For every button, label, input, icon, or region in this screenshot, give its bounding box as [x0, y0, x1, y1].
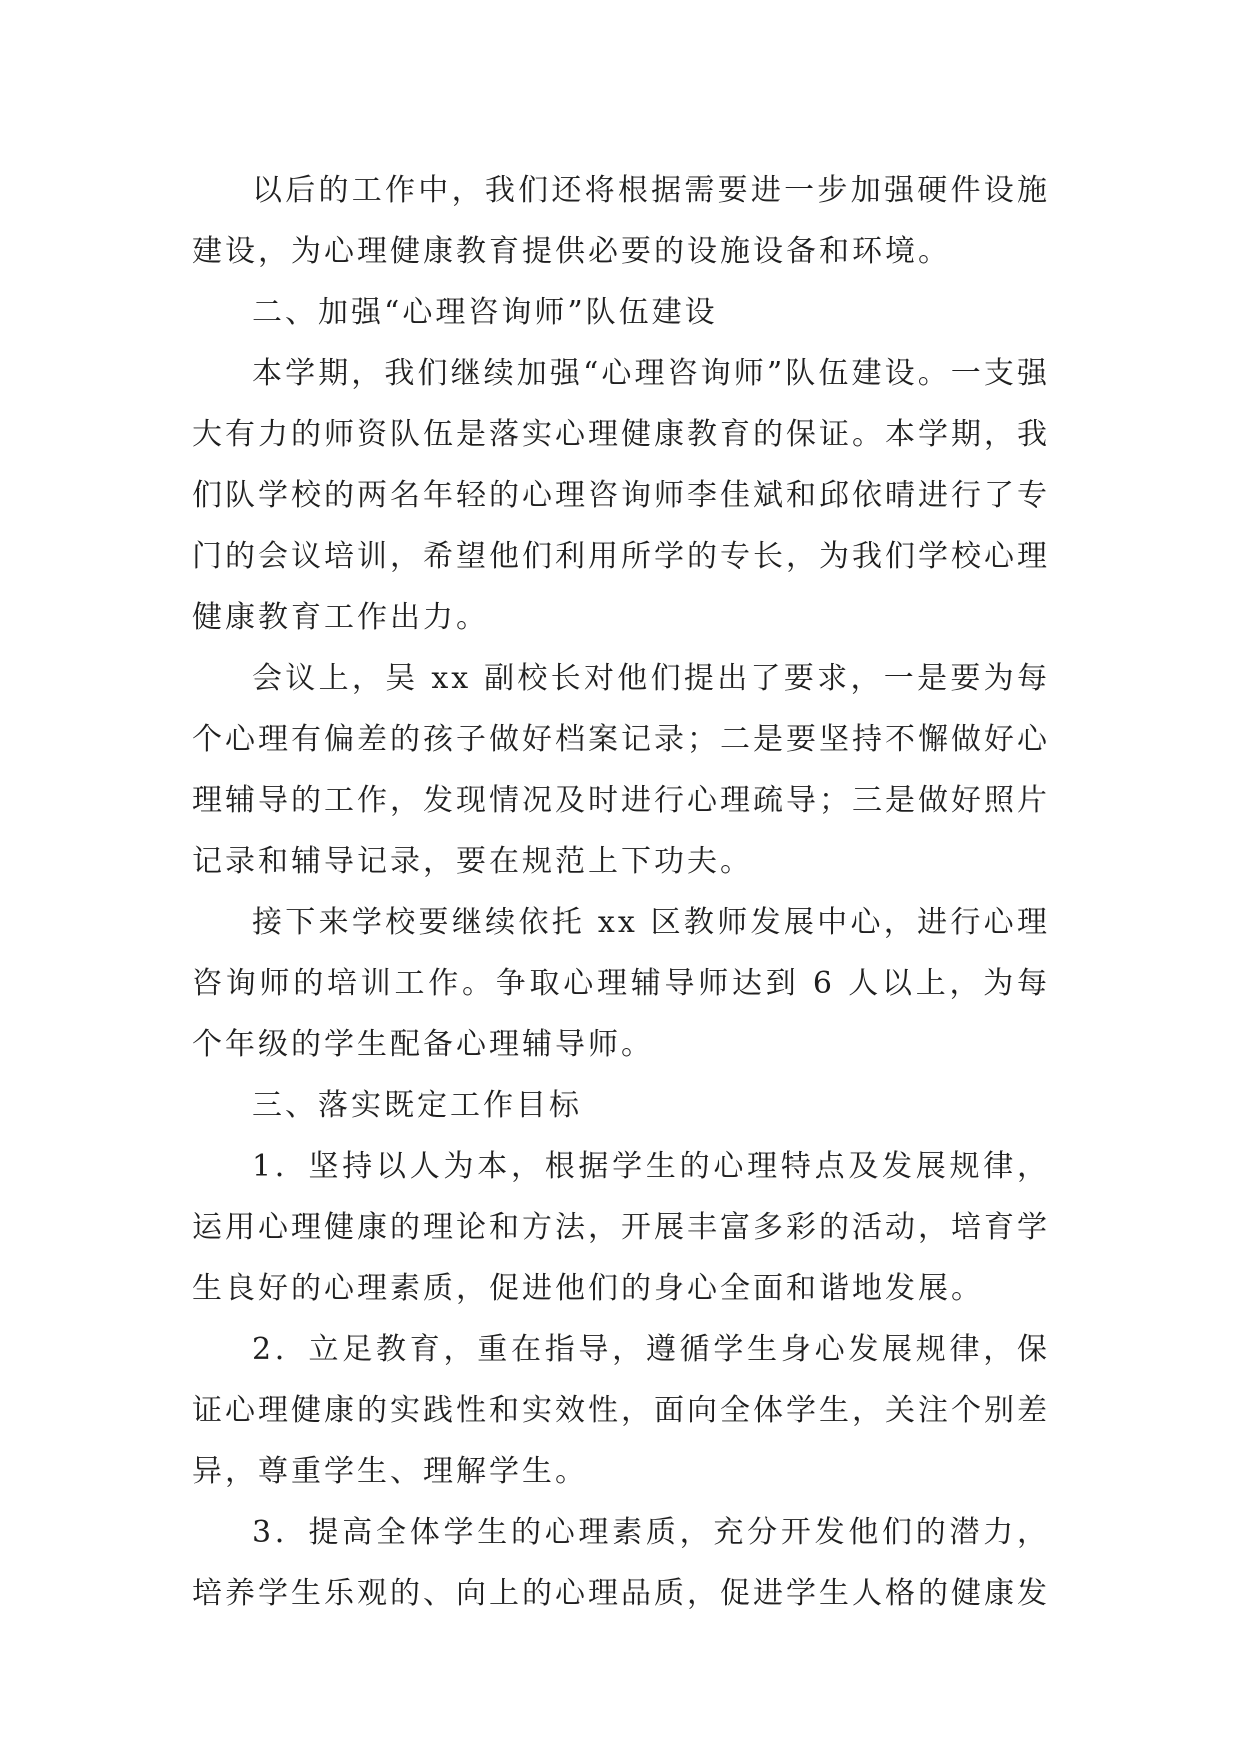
document-body — [192, 160, 1050, 1624]
section-heading-counselor-team: 二、加强“心理咨询师”队伍建设 — [252, 295, 718, 330]
paragraph-counselor-training: 本学期，我们继续加强“心理咨询师”队伍建设。一支强大有力的师资队伍是落实心理健康教育的保证。本学期，我们队学校的两名年轻的心理咨询师李佳斌和邱依晴进行了专门的会议培训，希望他们利用所学的专长，为我们学校心理健康教育工作出力。 — [192, 356, 1050, 635]
paragraph-next-steps: 接下来学校要继续依托 xx 区教师发展中心，进行心理咨询师的培训工作。争取心理辅导师达到 6 人以上，为每个年级的学生配备心理辅导师。 — [192, 905, 1050, 1062]
section-heading-work-goals: 三、落实既定工作目标 — [252, 1088, 582, 1123]
goal-item-1: 1．坚持以人为本，根据学生的心理特点及发展规律，运用心理健康的理论和方法，开展丰富多彩的活动，培育学生良好的心理素质，促进他们的身心全面和谐地发展。 — [192, 1149, 1050, 1306]
paragraph-hardware-plan: 以后的工作中，我们还将根据需要进一步加强硬件设施建设，为心理健康教育提供必要的设施设备和环境。 — [192, 173, 1050, 269]
paragraph-meeting-requirements: 会议上，吴 xx 副校长对他们提出了要求，一是要为每个心理有偏差的孩子做好档案记录；二是要坚持不懈做好心理辅导的工作，发现情况及时进行心理疏导；三是做好照片记录和辅导记录，要在规范上下功夫。 — [192, 661, 1050, 879]
goal-item-2: 2．立足教育，重在指导，遵循学生身心发展规律，保证心理健康的实践性和实效性，面向全体学生，关注个别差异，尊重学生、理解学生。 — [192, 1332, 1050, 1489]
goal-item-3: 3．提高全体学生的心理素质，充分开发他们的潜力，培养学生乐观的、向上的心理品质，促进学生人格的健康发 — [192, 1515, 1050, 1611]
